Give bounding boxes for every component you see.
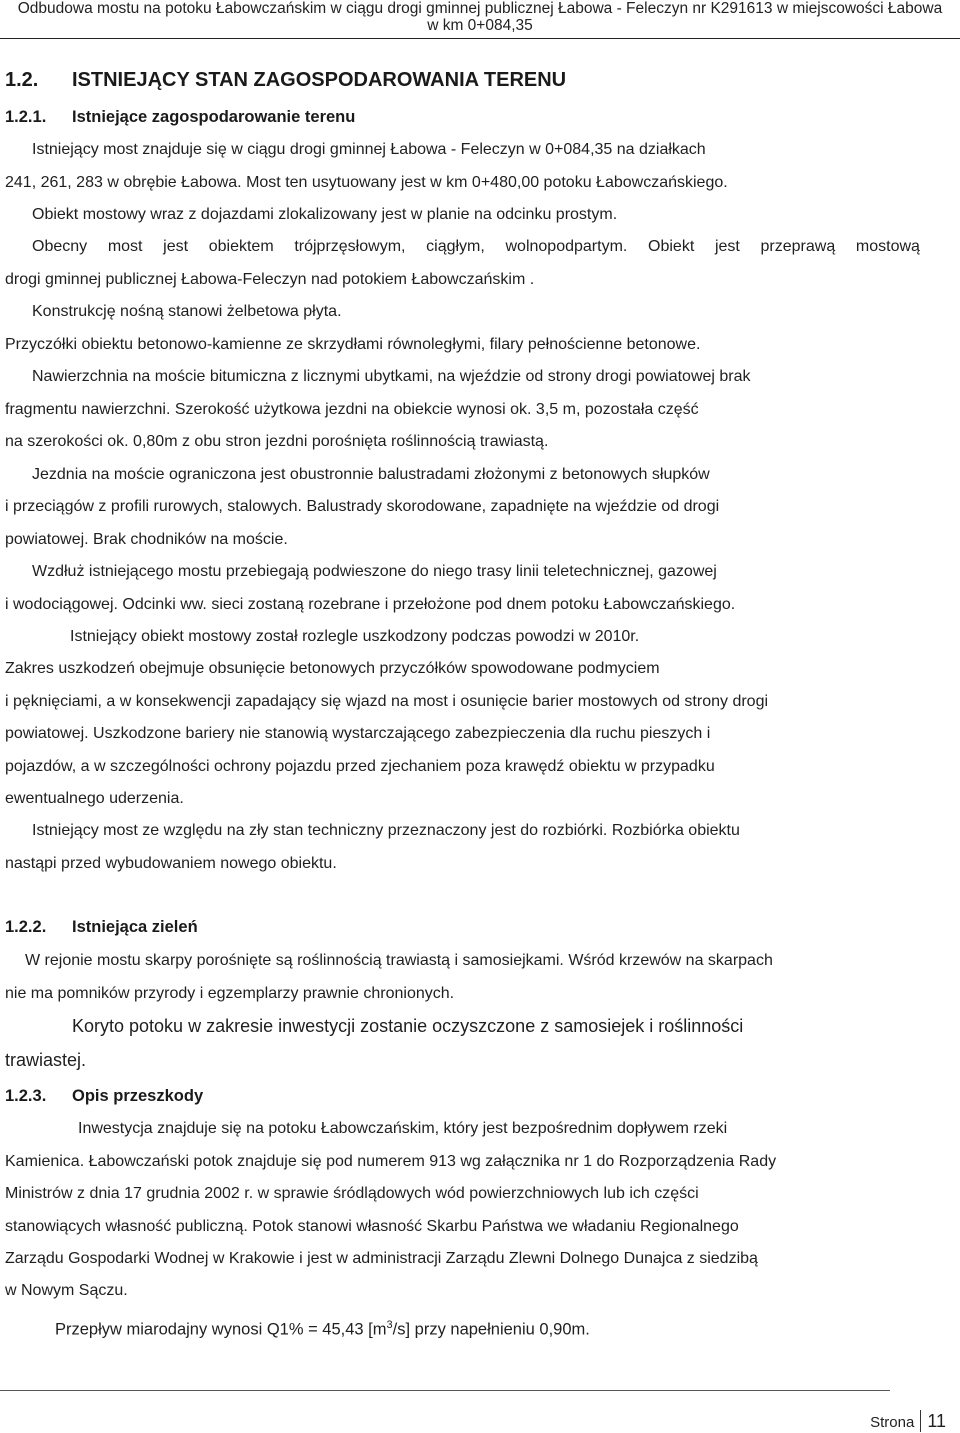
paragraph-line: pojazdów, a w szczególności ochrony pojazdu przed zjechaniem poza krawędź obiektu w przypadku: [5, 758, 715, 775]
word: most: [107, 238, 143, 255]
paragraph-line: powiatowej. Uszkodzone bariery nie stanowią wystarczającego zabezpieczenia dla ruchu pieszych i: [5, 725, 711, 742]
footer-label: Strona: [870, 1414, 915, 1431]
paragraph-line: Kamienica. Łabowczański potok znajduje się pod numerem 913 wg załącznika nr 1 do Rozporządzenia Rady: [5, 1153, 777, 1170]
paragraph-line: Istniejący obiekt mostowy został rozlegle uszkodzony podczas powodzi w 2010r.: [70, 628, 640, 645]
paragraph-line: Wzdłuż istniejącego mostu przebiegają podwieszone do niego trasy linii teletechnicznej, gazowej: [32, 563, 717, 580]
word: Obiekt: [648, 238, 695, 255]
paragraph-line: i wodociągowej. Odcinki ww. sieci zostaną rozebrane i przełożone pod dnem potoku Łabowczańskiego.: [5, 596, 736, 613]
paragraph-line: Istniejący most ze względu na zły stan techniczny przeznaczony jest do rozbiórki. Rozbiórka obiektu: [32, 822, 740, 839]
footer-separator: [920, 1410, 921, 1432]
paragraph-line: na szerokości ok. 0,80m z obu stron jezdni porośnięta roślinnością trawiastą.: [5, 433, 549, 450]
paragraph-line: w Nowym Sączu.: [5, 1282, 128, 1299]
paragraph-line-justified: [32, 237, 920, 257]
paragraph-line: Istniejący most znajduje się w ciągu drogi gminnej Łabowa - Feleczyn w 0+084,35 na działkach: [32, 141, 706, 158]
paragraph-line: W rejonie mostu skarpy porośnięte są roślinnością trawiastą i samosiejkami. Wśród krzewów na skarpach: [25, 952, 773, 969]
section-number-1-2: 1.2.: [5, 69, 39, 91]
word: jest: [714, 238, 740, 255]
subsection-title-1-2-3: Opis przeszkody: [72, 1087, 204, 1105]
paragraph-line: i pęknięciami, a w konsekwencji zapadający się wjazd na most i osunięcie barier mostowych od strony drogi: [5, 693, 769, 710]
word: przeprawą: [760, 238, 836, 255]
footer-divider: [0, 1390, 890, 1391]
paragraph-line: nie ma pomników przyrody i egzemplarzy prawnie chronionych.: [5, 985, 455, 1002]
paragraph-line: Jezdnia na moście ograniczona jest obustronnie balustradami złożonymi z betonowych słupków: [32, 466, 710, 483]
flow-exponent: 3: [386, 1319, 393, 1331]
subsection-title-1-2-2: Istniejąca zieleń: [72, 918, 198, 936]
word: jest: [163, 238, 189, 255]
word: mostową: [855, 238, 920, 255]
paragraph-line: ewentualnego uderzenia.: [5, 790, 184, 807]
paragraph-line: Konstrukcję nośną stanowi żelbetowa płyta.: [32, 303, 342, 320]
paragraph-line: powiatowej. Brak chodników na moście.: [5, 531, 288, 548]
page-number: 11: [927, 1411, 946, 1431]
paragraph-line: Obiekt mostowy wraz z dojazdami zlokalizowany jest w planie na odcinku prostym.: [32, 206, 618, 223]
flow-statement: [55, 1315, 590, 1340]
flow-text-after: /s] przy napełnieniu 0,90m.: [392, 1320, 590, 1339]
paragraph-line: Koryto potoku w zakresie inwestycji zostanie oczyszczone z samosiejek i roślinności: [72, 1016, 744, 1036]
page-footer: [870, 1410, 946, 1432]
subsection-number-1-2-2: 1.2.2.: [5, 918, 47, 936]
paragraph-line: Zarządu Gospodarki Wodnej w Krakowie i jest w administracji Zarządu Zlewni Dolnego Dunajca z siedzibą: [5, 1250, 758, 1267]
word: wolnopodpartym.: [505, 238, 628, 255]
word: trójprzęsłowym,: [294, 238, 406, 255]
paragraph-line: Ministrów z dnia 17 grudnia 2002 r. w sprawie śródlądowych wód powierzchniowych lub ich części: [5, 1185, 699, 1202]
paragraph-line: Zakres uszkodzeń obejmuje obsunięcie betonowych przyczółków spowodowane podmyciem: [5, 660, 660, 677]
subsection-number-1-2-1: 1.2.1.: [5, 108, 47, 126]
paragraph-line: Przyczółki obiektu betonowo-kamienne ze skrzydłami równoległymi, filary pełnościenne betonowe.: [5, 336, 701, 353]
section-title-1-2: ISTNIEJĄCY STAN ZAGOSPODAROWANIA TERENU: [72, 69, 567, 91]
paragraph-line: stanowiących własność publiczną. Potok stanowi własność Skarbu Państwa we władaniu Regionalnego: [5, 1218, 739, 1235]
header-line-1: Odbudowa mostu na potoku Łabowczańskim w ciągu drogi gminnej publicznej Łabowa - Feleczyn nr K291613 w miejscowości Łabowa: [17, 0, 943, 17]
word: Obecny: [32, 238, 88, 255]
subsection-title-1-2-1: Istniejące zagospodarowanie terenu: [72, 108, 356, 126]
paragraph-line: nastąpi przed wybudowaniem nowego obiektu.: [5, 855, 337, 872]
subsection-number-1-2-3: 1.2.3.: [5, 1087, 47, 1105]
running-header: [0, 0, 960, 39]
paragraph-line: Inwestycja znajduje się na potoku Łabowczańskim, który jest bezpośrednim dopływem rzeki: [78, 1120, 728, 1137]
header-line-2: w km 0+084,35: [427, 17, 533, 34]
paragraph-line: fragmentu nawierzchni. Szerokość użytkowa jezdni na obiekcie wynosi ok. 3,5 m, pozostała część: [5, 401, 699, 418]
paragraph-line: 241, 261, 283 w obrębie Łabowa. Most ten usytuowany jest w km 0+480,00 potoku Łabowczańskiego.: [5, 174, 728, 191]
flow-text-before: Przepływ miarodajny wynosi Q1% = 45,43 [m: [55, 1320, 387, 1339]
word: obiektem: [208, 238, 274, 255]
paragraph-line: trawiastej.: [5, 1050, 87, 1070]
word: ciągłym,: [426, 238, 485, 255]
paragraph-line: Nawierzchnia na moście bitumiczna z licznymi ubytkami, na wjeździe od strony drogi powiatowej brak: [32, 368, 751, 385]
paragraph-line: i przeciągów z profili rurowych, stalowych. Balustrady skorodowane, zapadnięte na wjeździe od drogi: [5, 498, 720, 515]
paragraph-line: drogi gminnej publicznej Łabowa-Feleczyn nad potokiem Łabowczańskim .: [5, 271, 535, 288]
